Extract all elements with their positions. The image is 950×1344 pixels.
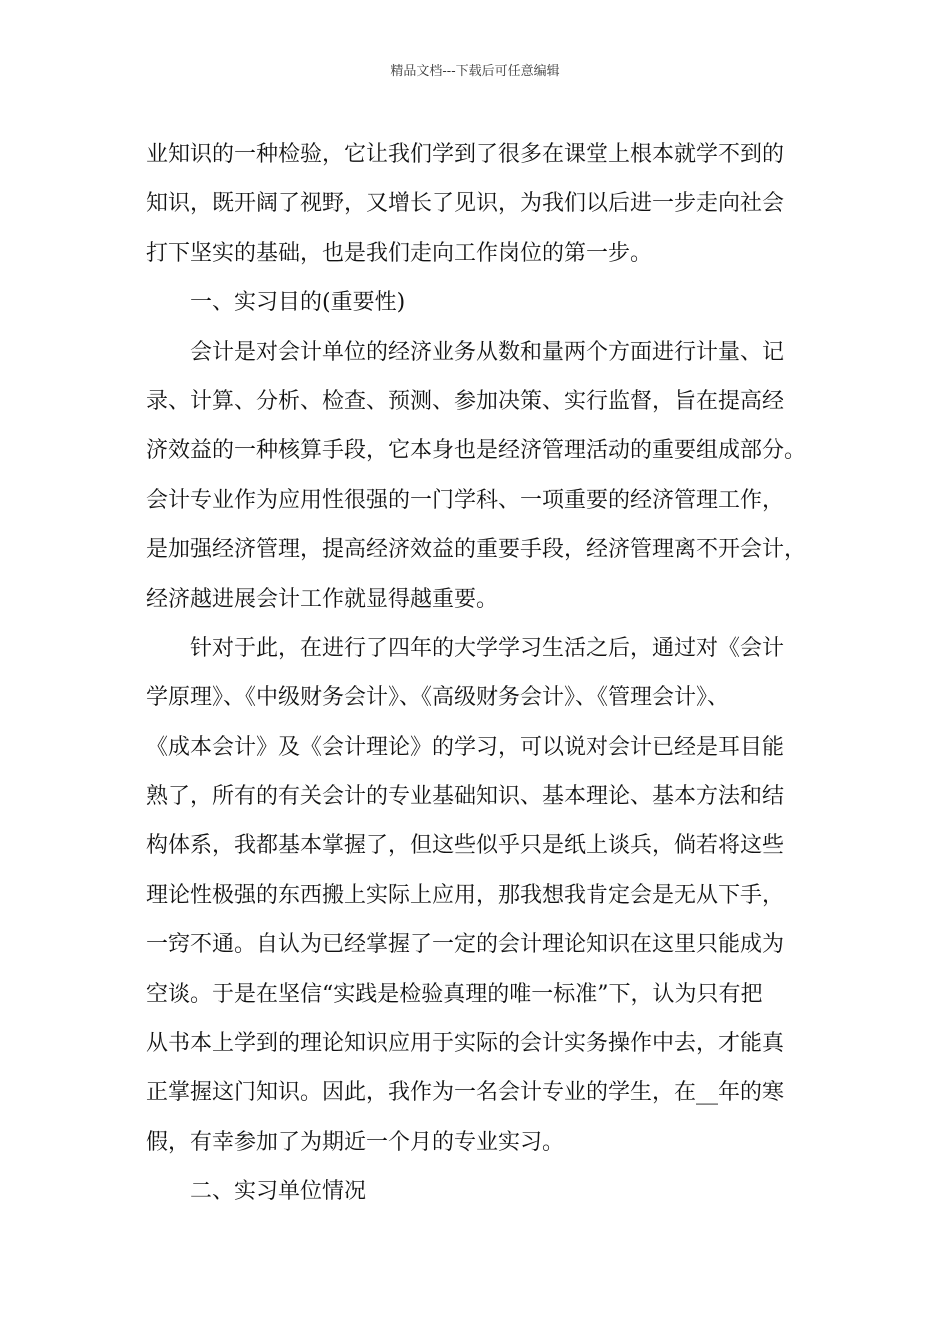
text-line: 理论性极强的东西搬上实际上应用，那我想我肯定会是无从下手， — [146, 882, 785, 908]
text-line: 知识，既开阔了视野，又增长了见识，为我们以后进一步走向社会 — [146, 191, 785, 217]
text-line: 空谈。于是在坚信“实践是检验真理的唯一标准”下，认为只有把 — [146, 981, 763, 1007]
text-line: 经济越进展会计工作就显得越重要。 — [146, 586, 499, 612]
text-line: 是加强经济管理，提高经济效益的重要手段，经济管理离不开会计， — [146, 537, 807, 563]
section-heading-purpose: 一、实习目的(重要性) — [190, 290, 406, 316]
text-line: 从书本上学到的理论知识应用于实际的会计实务操作中去，才能真 — [146, 1031, 785, 1057]
text-line: 构体系，我都基本掌握了，但这些似乎只是纸上谈兵，倘若将这些 — [146, 833, 785, 859]
text-line: 学原理》、《中级财务会计》、《高级财务会计》、《管理会计》、 — [146, 685, 730, 711]
text-line: 《成本会计》及《会计理论》的学习，可以说对会计已经是耳目能 — [146, 734, 785, 760]
text-line: 假，有幸参加了为期近一个月的专业实习。 — [146, 1129, 565, 1155]
text-line: 一窍不通。自认为已经掌握了一定的会计理论知识在这里只能成为 — [146, 932, 785, 958]
text-line: 会计是对会计单位的经济业务从数和量两个方面进行计量、记 — [190, 339, 785, 365]
text-line: 针对于此，在进行了四年的大学学习生活之后，通过对《会计 — [190, 635, 785, 661]
page-header: 精品文档---下载后可任意编辑 — [390, 64, 560, 79]
text-line: 业知识的一种检验，它让我们学到了很多在课堂上根本就学不到的 — [146, 142, 785, 167]
text-line: 录、计算、分析、检查、预测、参加决策、实行监督，旨在提高经 — [146, 388, 785, 414]
text-line: 熟了，所有的有关会计的专业基础知识、基本理论、基本方法和结 — [146, 784, 785, 810]
text-line: 会计专业作为应用性很强的一门学科、一项重要的经济管理工作， — [146, 487, 785, 513]
text-line: 济效益的一种核算手段，它本身也是经济管理活动的重要组成部分。 — [146, 438, 807, 464]
document-body — [146, 130, 836, 1217]
text-line: 正掌握这门知识。因此，我作为一名会计专业的学生，在__年的寒 — [146, 1080, 785, 1106]
section-heading-unit: 二、实习单位情况 — [190, 1179, 367, 1205]
text-line: 打下坚实的基础，也是我们走向工作岗位的第一步。 — [146, 240, 653, 266]
